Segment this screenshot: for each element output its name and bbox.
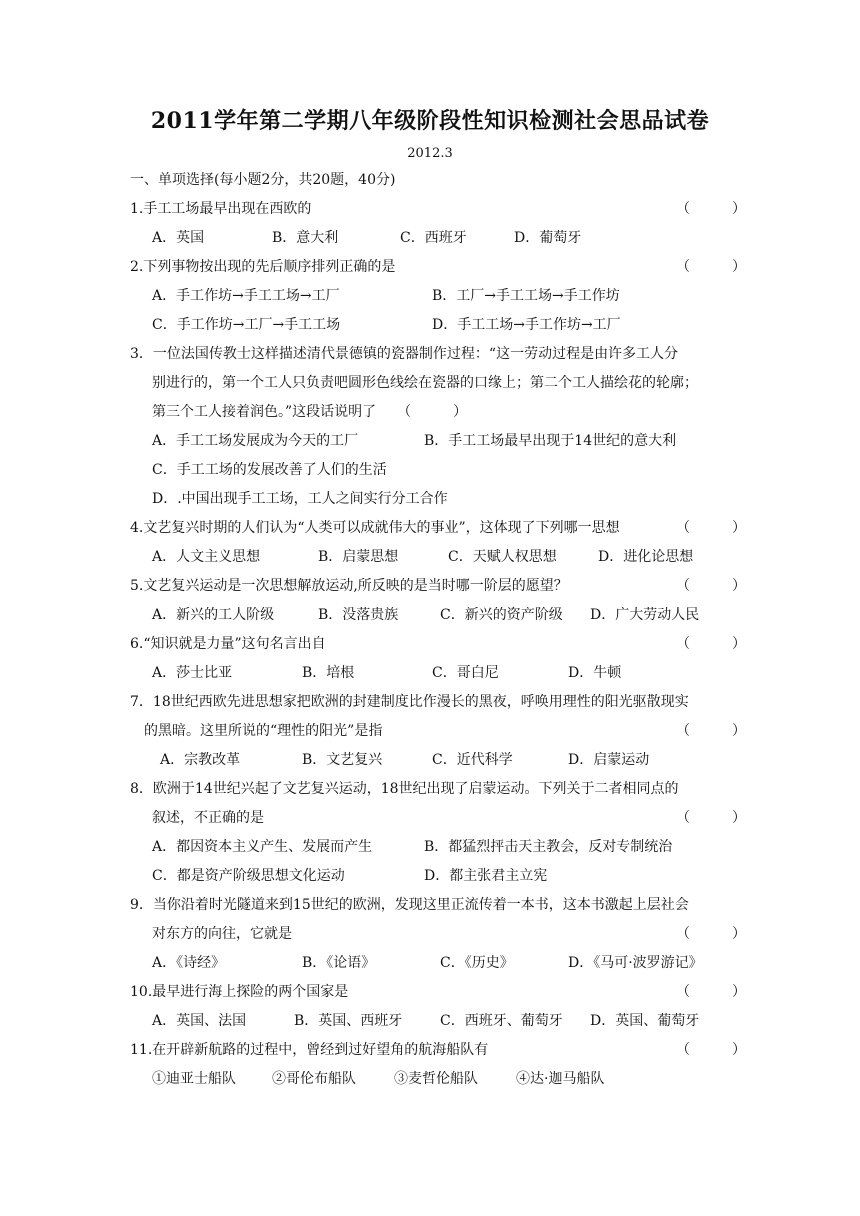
- question-3-stem: 3．一位法国传教士这样描述清代景德镇的瓷器制作过程：“这一劳动过程是由许多工人分: [130, 346, 679, 362]
- option-a: A．英国、法国: [152, 1013, 247, 1029]
- option-a: A．莎士比亚: [152, 665, 233, 681]
- option-a: A．《诗经》: [152, 955, 226, 971]
- option-d: D．进化论思想: [598, 549, 694, 565]
- option-a: A．都因资本主义产生、发展而产生: [152, 839, 373, 855]
- option-3: ③麦哲伦船队: [394, 1071, 478, 1087]
- answer-paren: （ ）: [676, 926, 746, 942]
- option-d: D．.中国出现手工工场，工人之间实行分工合作: [152, 491, 448, 507]
- question-6-stem: 6.“知识就是力量”这句名言出自: [130, 636, 326, 652]
- question-9-stem-cont: 对东方的向往，它就是: [152, 926, 292, 942]
- option-1: ①迪亚士船队: [152, 1071, 236, 1087]
- option-c: C．近代科学: [432, 752, 513, 768]
- question-3-stem-cont: [152, 402, 467, 422]
- exam-date: 2012.3: [407, 146, 453, 161]
- option-a: A．新兴的工人阶级: [152, 607, 275, 623]
- option-a: A．人文主义思想: [152, 549, 261, 565]
- option-b: B．都猛烈抨击天主教会，反对专制统治: [424, 839, 673, 855]
- option-b: B．意大利: [272, 230, 339, 246]
- answer-paren: （ ）: [676, 201, 746, 217]
- answer-paren: （ ）: [676, 636, 746, 652]
- answer-paren: （ ）: [676, 520, 746, 536]
- question-2-stem: 2.下列事物按出现的先后顺序排列正确的是: [130, 259, 396, 275]
- option-c: C．手工工场的发展改善了人们的生活: [152, 462, 387, 478]
- option-a: A．手工工场发展成为今天的工厂: [152, 433, 359, 449]
- question-11-stem: 11.在开辟新航路的过程中，曾经到过好望角的航海船队有: [130, 1042, 489, 1058]
- section-heading: 一、单项选择(每小题2分，共20题，40分): [130, 172, 396, 188]
- option-d: D．《马可·波罗游记》: [568, 955, 703, 971]
- option-d: D．都主张君主立宪: [424, 868, 548, 884]
- answer-paren: （ ）: [676, 1042, 746, 1058]
- question-3-stem-cont: 别进行的，第一个工人只负责吧圆形色线绘在瓷器的口缘上；第二个工人描绘花的轮廓；: [152, 375, 698, 391]
- option-b: B．文艺复兴: [302, 752, 383, 768]
- option-b: B．工厂→手工工场→手工作坊: [432, 288, 620, 304]
- question-10-stem: 10.最早进行海上探险的两个国家是: [130, 984, 349, 1000]
- option-c: C．天赋人权思想: [448, 549, 557, 565]
- option-b: B．英国、西班牙: [294, 1013, 403, 1029]
- option-d: D．葡萄牙: [514, 230, 582, 246]
- option-d: D．启蒙运动: [568, 752, 650, 768]
- stem-text: 第三个工人接着润色。”这段话说明了: [152, 404, 377, 420]
- option-b: B．培根: [302, 665, 355, 681]
- option-c: C．手工作坊→工厂→手工工场: [152, 317, 341, 333]
- exam-title: 2011学年第二学期八年级阶段性知识检测社会思品试卷: [150, 108, 710, 134]
- option-c: C．西班牙、葡萄牙: [440, 1013, 563, 1029]
- question-9-stem: 9．当你沿着时光隧道来到15世纪的欧洲，发现这里正流传着一本书，这本书激起上层社会: [130, 897, 689, 913]
- option-d: D．手工工场→手工作坊→工厂: [432, 317, 621, 333]
- option-d: D．英国、葡萄牙: [590, 1013, 700, 1029]
- option-a: A．英国: [152, 230, 205, 246]
- answer-paren: （ ）: [404, 404, 468, 420]
- question-8-stem-cont: 叙述，不正确的是: [152, 810, 264, 826]
- question-5-stem: 5.文艺复兴运动是一次思想解放运动,所反映的是当时哪一阶层的愿望？: [130, 578, 568, 594]
- answer-paren: （ ）: [676, 578, 746, 594]
- option-d: D．牛顿: [568, 665, 622, 681]
- question-7-stem: 7．18世纪西欧先进思想家把欧洲的封建制度比作漫长的黑夜，呼唤用理性的阳光驱散现实: [130, 694, 689, 710]
- question-1-stem: 1.手工工场最早出现在西欧的: [130, 201, 312, 217]
- answer-paren: （ ）: [676, 723, 746, 739]
- option-a: A．手工作坊→手工工场→工厂: [152, 288, 340, 304]
- option-2: ②哥伦布船队: [272, 1071, 356, 1087]
- option-c: C．新兴的资产阶级: [440, 607, 563, 623]
- answer-paren: （ ）: [676, 984, 746, 1000]
- option-b: B．手工工场最早出现于14世纪的意大利: [424, 433, 677, 449]
- option-4: ④达·迦马船队: [516, 1071, 605, 1087]
- option-c: C．都是资产阶级思想文化运动: [152, 868, 345, 884]
- option-c: C．《历史》: [440, 955, 514, 971]
- option-b: B．启蒙思想: [318, 549, 399, 565]
- option-b: B．没落贵族: [318, 607, 399, 623]
- answer-paren: （ ）: [676, 810, 746, 826]
- option-a: A．宗教改革: [160, 752, 241, 768]
- question-7-stem-cont: 的黑暗。这里所说的“理性的阳光”是指: [144, 723, 383, 739]
- option-c: C．西班牙: [400, 230, 467, 246]
- answer-paren: （ ）: [676, 259, 746, 275]
- question-4-stem: 4.文艺复兴时期的人们认为“人类可以成就伟大的事业”，这体现了下列哪一思想: [130, 520, 620, 536]
- question-8-stem: 8．欧洲于14世纪兴起了文艺复兴运动，18世纪出现了启蒙运动。下列关于二者相同点的: [130, 781, 679, 797]
- option-b: B．《论语》: [302, 955, 376, 971]
- option-d: D．广大劳动人民: [590, 607, 700, 623]
- option-c: C．哥白尼: [432, 665, 499, 681]
